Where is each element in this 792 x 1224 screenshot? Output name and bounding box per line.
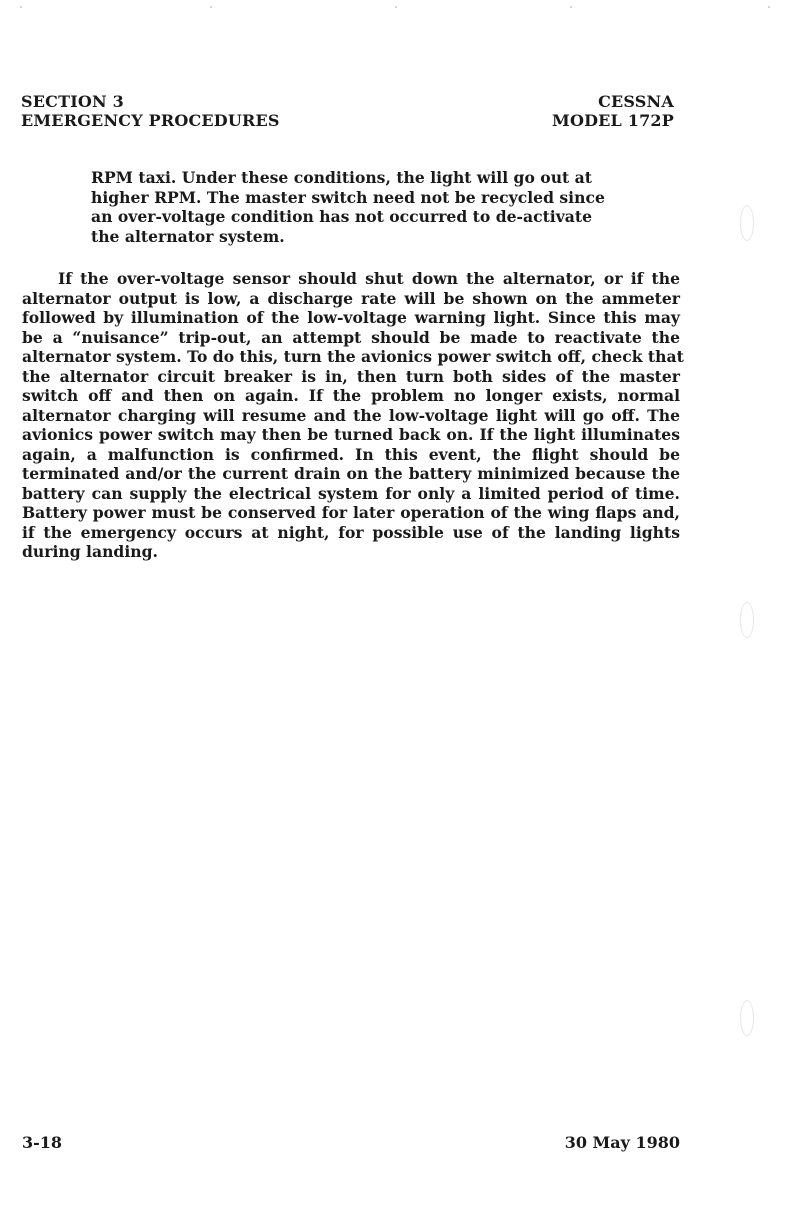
paragraph-line: avionics power switch may then be turned back on. If the light illuminates [22,425,680,444]
paragraph-line: followed by illumination of the low-voltage warning light. Since this may [22,308,680,327]
scan-speck [768,6,770,8]
model-label: MODEL 172P [552,111,674,130]
page-number: 3-18 [22,1133,63,1152]
binder-hole-mark [740,205,754,241]
paragraph-line: battery can supply the electrical system for only a limited period of time. [22,483,680,503]
paragraph-line: if the emergency occurs at night, for possible use of the landing lights [22,522,680,542]
header-left [21,92,280,130]
paragraph-line: alternator charging will resume and the low-voltage light will go off. The [22,405,680,425]
indented-paragraph [91,168,631,246]
chapter-title: EMERGENCY PROCEDURES [21,111,280,130]
paragraph-line: the alternator circuit breaker is in, then turn both sides of the master [22,366,680,386]
main-paragraph [22,269,684,562]
paragraph-line: If the over-voltage sensor should shut down the alternator, or if the [58,269,680,288]
paragraph-line: during landing. [22,542,158,561]
paragraph-line: be a “nuisance” trip-out, an attempt should be made to reactivate the [22,327,680,347]
paragraph-line: an over-voltage condition has not occurred to de-activate [91,207,593,226]
paragraph-line: switch off and then on again. If the problem no longer exists, normal [22,386,680,405]
scan-speck [20,6,22,8]
paragraph-line: the alternator system. [91,226,285,246]
manufacturer-label: CESSNA [598,92,674,111]
paragraph-line: Battery power must be conserved for later operation of the wing flaps and, [22,503,680,522]
scan-speck [570,6,572,8]
paragraph-line: again, a malfunction is confirmed. In this event, the flight should be [22,444,680,464]
revision-date: 30 May 1980 [564,1133,680,1152]
paragraph-line: RPM taxi. Under these conditions, the light will go out at [91,168,592,187]
paragraph-line: higher RPM. The master switch need not be recycled since [91,187,605,207]
binder-hole-mark [740,602,754,638]
scan-speck [395,6,397,8]
scan-speck [210,6,212,8]
binder-hole-mark [740,1000,754,1036]
paragraph-line: alternator system. To do this, turn the avionics power switch off, check that [22,347,684,366]
paragraph-line: terminated and/or the current drain on the battery minimized because the [22,464,680,483]
paragraph-line: alternator output is low, a discharge rate will be shown on the ammeter [22,288,680,308]
section-label: SECTION 3 [21,92,124,111]
header-right [552,92,674,130]
